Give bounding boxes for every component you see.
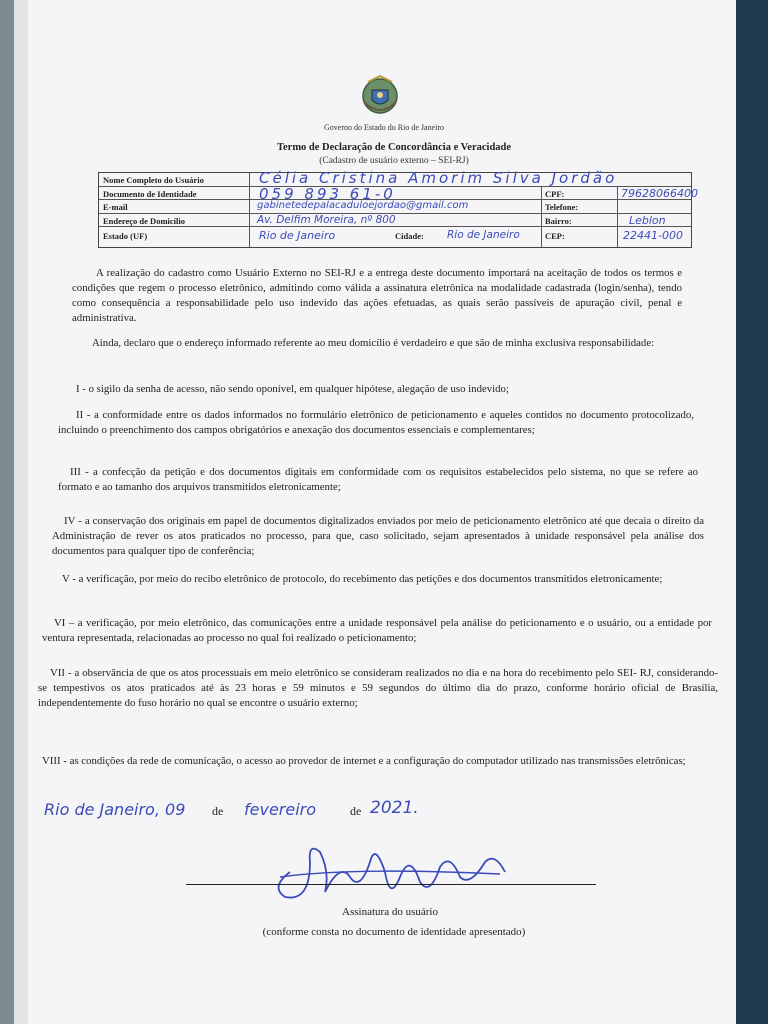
column-divider [617,186,618,247]
cep-value: 22441-000 [623,229,683,242]
coat-of-arms-icon [356,72,404,120]
item-iv: IV - a conservação dos originais em papel de documentos digitalizados enviados por meio de peticionamento eletrônico até que decaia o direito da Administração de rever os atos praticados no processo, para que, caso solicitado, sejam apresentados à unidade responsável pela análise dos documentos para qualquer tipo de conferência; [52,515,704,557]
paragraph-intro: A realização do cadastro como Usuário Externo no SEI-RJ e a entrega deste documento importará na aceitação de todos os termos e condições que regem o processo eletrônico, admitindo como válida a assinatura eletrônica na modalidade cadastrada (login/senha), tendo como consequência a responsabilidade pelo uso indevido das ações efetuadas, as quais serão passíveis de apuração civil, penal e administrativa. [72,267,682,324]
date-place-day: Rio de Janeiro, 09 [44,800,186,819]
nome-label: Nome Completo do Usuário [103,175,204,185]
date-de-2: de [350,804,362,818]
document-page [14,0,754,1024]
cpf-value: 79628066400 [621,187,698,200]
telefone-label: Telefone: [545,202,579,212]
bairro-value: Leblon [629,214,666,227]
handwritten-signature [250,832,530,912]
documento-label: Documento de Identidade [103,189,197,199]
item-viii: VIII - as condições da rede de comunicação, o acesso ao provedor de internet e a configuração do computador utilizado nas transmissões eletrônicas; [42,755,686,767]
column-divider [541,213,542,247]
email-value: gabinetedepalacaduloejordao@gmail.com [257,200,469,211]
item-v: V - a verificação, por meio do recibo eletrônico de protocolo, do recebimento das petições e dos documentos transmitidos eletronicamente; [62,573,663,585]
cidade-value: Rio de Janeiro [447,229,520,241]
date-month: fevereiro [244,800,317,819]
signature-note: (conforme consta no documento de identidade apresentado) [262,926,526,938]
nome-value: Célia Cristina Amorim Silva Jordão [259,169,618,187]
document-title: Termo de Declaração de Concordância e Veracidade [276,142,512,153]
signature-line [186,884,596,885]
background-edge [736,0,768,1024]
page-shadow [14,0,28,1024]
cpf-label: CPF: [545,189,565,199]
item-vi: VI – a verificação, por meio eletrônico, das comunicações entre a unidade responsável pela análise do peticionamento e o usuário, ou a entidade por ventura representada, relacionadas ao processo no qual foi realizado o peticionamento; [42,617,712,644]
estado-label: Estado (UF) [103,231,148,241]
email-label: E-mail [103,202,128,212]
column-divider [249,173,250,247]
bairro-label: Bairro: [545,216,572,226]
paragraph-declaration: Ainda, declaro que o endereço informado referente ao meu domicílio é verdadeiro e que são de minha exclusiva responsabilidade: [92,337,655,349]
item-i: I - o sigilo da senha de acesso, não sendo oponível, em qualquer hipótese, alegação de uso indevido; [76,383,509,395]
endereco-label: Endereço de Domicílio [103,216,185,226]
estado-value: Rio de Janeiro [259,229,336,242]
item-ii: II - a conformidade entre os dados informados no formulário eletrônico de peticionamento e aqueles contidos no documento protocolizado, incluindo o preenchimento dos campos obrigatórios e anexação dos documentos essenciais e complementares; [58,409,694,436]
document-subtitle: (Cadastro de usuário externo – SEI-RJ) [319,156,469,166]
cidade-label: Cidade: [395,231,424,241]
item-iii: III - a confecção da petição e dos documentos digitais em conformidade com os requisitos estabelecidos pelo sistema, no que se refere ao formato e ao tamanho dos arquivos transmitidos eletronicamente; [58,466,698,493]
column-divider [541,186,542,213]
table-row-divider [99,226,691,227]
government-name: Governo do Estado do Rio de Janeiro [324,123,444,132]
date-year: 2021. [370,798,419,818]
date-de-1: de [212,804,224,818]
signature-caption: Assinatura do usuário [342,906,438,918]
endereco-value: Av. Delfim Moreira, nº 800 [257,214,396,226]
registration-form-table [98,169,698,248]
item-vii: VII - a observância de que os atos processuais em meio eletrônico se consideram realizados no dia e na hora do recebimento pelo SEI- RJ, considerando-se tempestivos os atos praticados até às 23 horas e 59 minutos e 59 segundos do último dia do prazo, conforme horário oficial de Brasília, independentemente do fuso horário no qual se encontre o usuário externo; [38,667,718,709]
documento-value: 059 893 61-0 [259,185,396,203]
cep-label: CEP: [545,231,565,241]
